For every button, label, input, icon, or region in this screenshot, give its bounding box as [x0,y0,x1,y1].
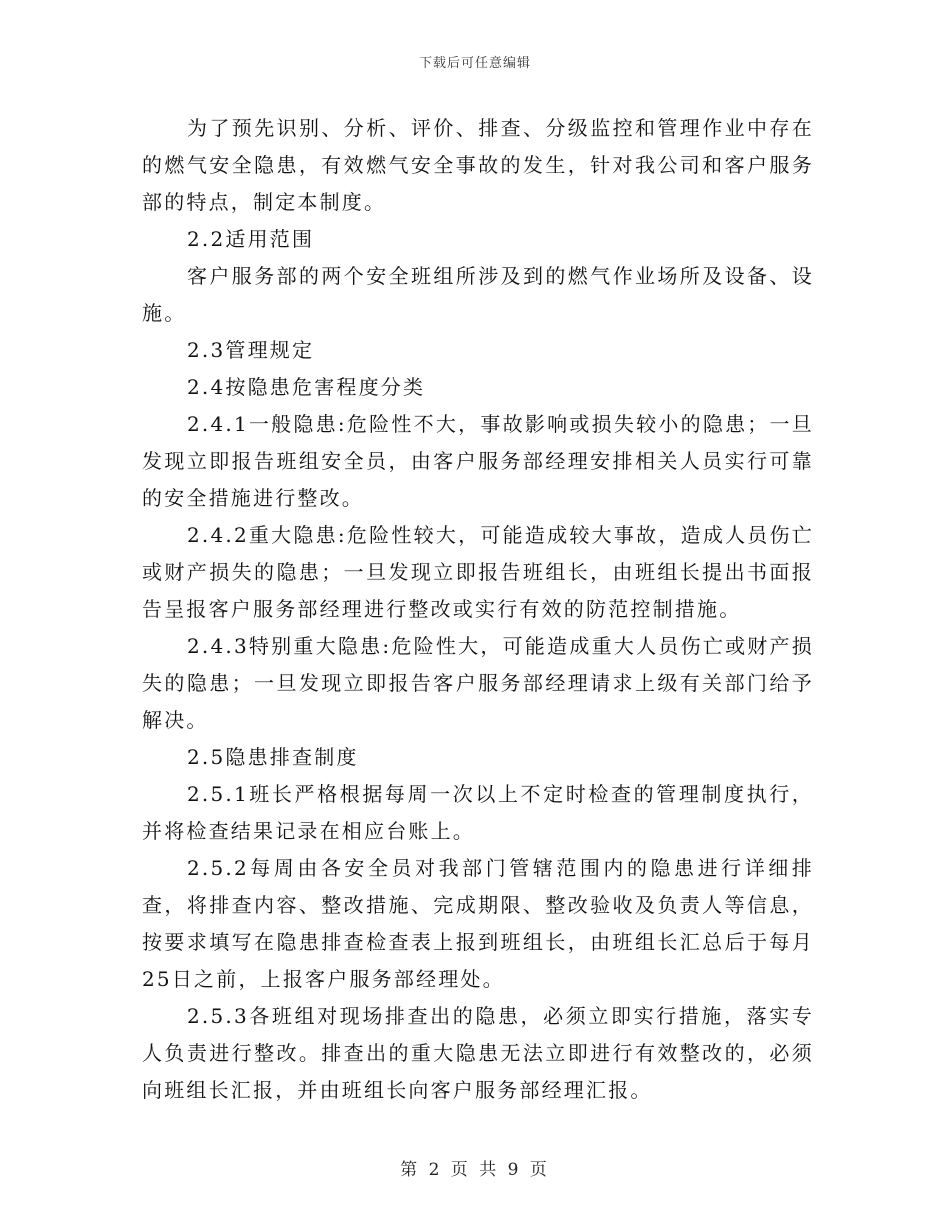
heading-2-2-scope: 2.2适用范围 [187,227,315,251]
heading-2-3-management: 2.3管理规定 [187,338,315,362]
paragraph-2-4-2-major-hazard: 2.4.2重大隐患:危险性较大，可能造成较大事故，造成人员伤亡或财产损失的隐患；一旦发现立即报告班组长，由班组长提出书面报告呈报客户服务部经理进行整改或实行有效的防范控制措施。 [142,523,814,621]
paragraph-2-5-2: 2.5.2每周由各安全员对我部门管辖范围内的隐患进行详细排查，将排查内容、整改措施、完成期限、整改验收及负责人等信息，按要求填写在隐患排查检查表上报到班组长，由班组长汇总后于每月25日之前，上报客户服务部经理处。 [142,856,814,991]
paragraph-purpose: 为了预先识别、分析、评价、排查、分级监控和管理作业中存在的燃气安全隐患，有效燃气安全事故的发生，针对我公司和客户服务部的特点，制定本制度。 [142,116,814,214]
page-footer: 第 2 页 共 9 页 [400,1160,550,1180]
paragraph-scope: 客户服务部的两个安全班组所涉及到的燃气作业场所及设备、设施。 [142,264,814,325]
paragraph-2-4-3-critical-hazard: 2.4.3特别重大隐患:危险性大，可能造成重大人员伤亡或财产损失的隐患；一旦发现立即报告客户服务部经理请求上级有关部门给予解决。 [142,634,814,732]
page-header: 下载后可任意编辑 [418,56,531,71]
paragraph-2-5-3: 2.5.3各班组对现场排查出的隐患，必须立即实行措施，落实专人负责进行整改。排查出的重大隐患无法立即进行有效整改的，必须向班组长汇报，并由班组长向客户服务部经理汇报。 [142,1004,814,1102]
heading-2-4-classification: 2.4按隐患危害程度分类 [187,375,426,399]
paragraph-2-4-1-general-hazard: 2.4.1一般隐患:危险性不大，事故影响或损失较小的隐患；一旦发现立即报告班组安全员，由客户服务部经理安排相关人员实行可靠的安全措施进行整改。 [142,412,814,510]
document-body [142,110,814,1109]
paragraph-2-5-1: 2.5.1班长严格根据每周一次以上不定时检查的管理制度执行，并将检查结果记录在相应台账上。 [142,782,814,843]
heading-2-5-inspection: 2.5隐患排查制度 [187,745,359,769]
